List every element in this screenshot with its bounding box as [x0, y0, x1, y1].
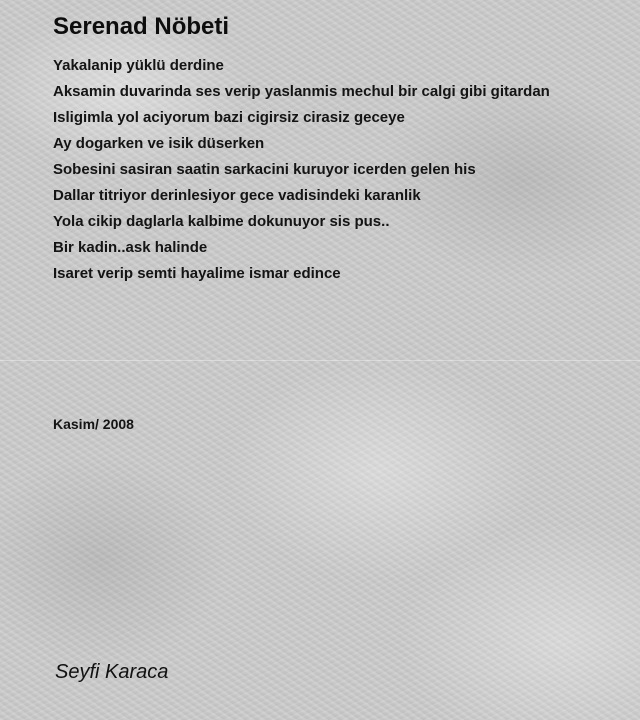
poem-line: Dallar titriyor derinlesiyor gece vadisindeki karanlik	[53, 187, 421, 204]
poem-line: Isligimla yol aciyorum bazi cigirsiz cirasiz geceye	[53, 109, 405, 126]
poem-line: Bir kadin..ask halinde	[53, 239, 208, 256]
poem-line: Yakalanip yüklü derdine	[53, 57, 224, 74]
poem-line: Isaret verip semti hayalime ismar edince	[53, 265, 341, 282]
background-seam	[0, 360, 640, 361]
poem-title: Serenad Nöbeti	[53, 13, 230, 40]
poem-body	[53, 53, 550, 287]
poem-line: Aksamin duvarinda ses verip yaslanmis mechul bir calgi gibi gitardan	[53, 83, 550, 100]
poem-line: Sobesini sasiran saatin sarkacini kuruyor icerden gelen his	[53, 161, 476, 178]
author-signature: Seyfi Karaca	[55, 661, 169, 683]
poem-line: Yola cikip daglarla kalbime dokunuyor sis pus..	[53, 213, 390, 230]
poem-line: Ay dogarken ve isik düserken	[53, 135, 265, 152]
poem-date: Kasim/ 2008	[53, 416, 134, 432]
